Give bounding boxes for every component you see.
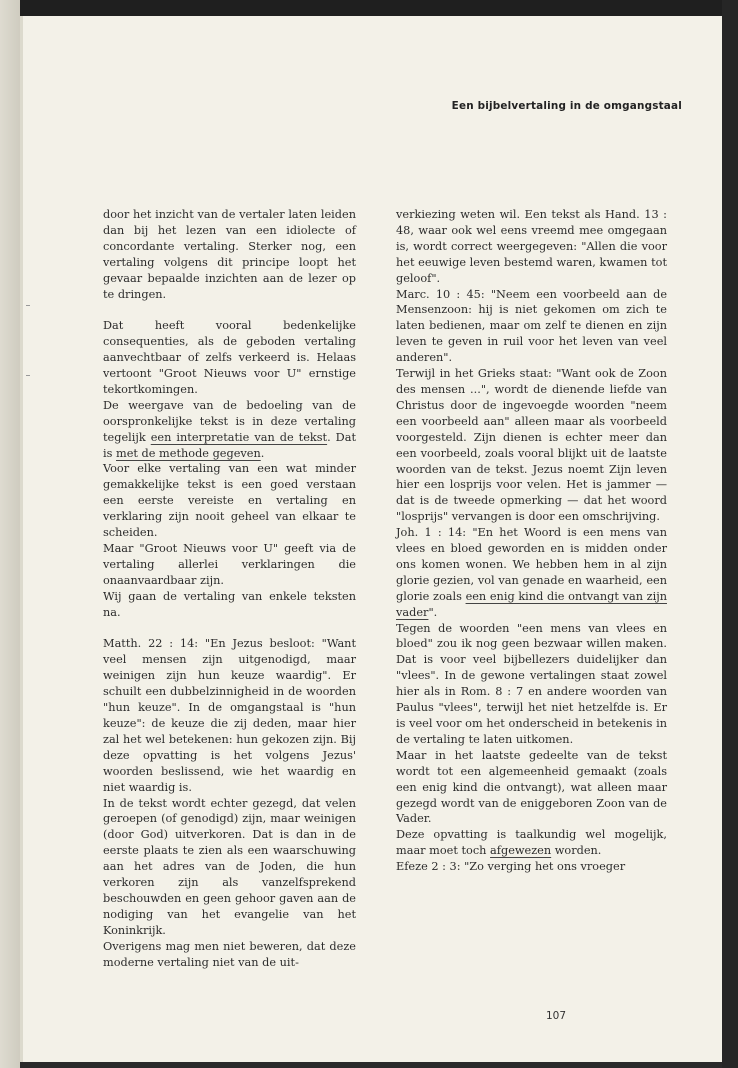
- margin-tick: [26, 375, 30, 376]
- underlined-phrase: een interpretatie van de tekst: [150, 430, 328, 444]
- text-run: . Dat is: [103, 430, 357, 460]
- left-column: [103, 207, 356, 970]
- text-run: ".: [428, 605, 438, 619]
- text-run: worden.: [551, 844, 602, 858]
- scan-right-border: [722, 0, 738, 1068]
- paragraph: [396, 827, 667, 859]
- paragraph: Dat heeft vooral bedenkelijke consequenties, als de geboden vertaling aanvechtbaar of zelfs verkeerd is. Helaas vertoont "Groot Nieuws voor U" ernstige tekortkomingen.: [103, 319, 356, 396]
- text-run: Joh. 1 : 14: "En het Woord is een mens van vlees en bloed geworden en is midden onder ons komen wonen. We hebben hem in al zijn glorie gezien, vol van genade en waarheid, een glorie zoals: [396, 526, 667, 603]
- right-column: [396, 207, 667, 875]
- paragraph: verkiezing weten wil. Een tekst als Hand. 13 : 48, waar ook wel eens vreemd mee omgegaan is, wordt correct weergegeven: "Allen die voor het eeuwige leven bestemd waren, kwamen tot geloof".: [396, 208, 667, 285]
- underlined-word: afgewezen: [490, 844, 552, 858]
- paragraph: Terwijl in het Grieks staat: "Want ook de Zoon des mensen ...", wordt de dienende liefde van Christus door de ingevoegde woorden "neem een voorbeeld aan" alleen maar als voorbeeld voorgesteld. Zijn dienen is echter meer dan een voorbeeld, zoals vooral blijkt uit de laatste woorden van de tekst. Jezus noemt Zijn leven hier een losprijs voor velen. Het is jammer — dat is de tweede opmerking — dat het woord "losprijs" vervangen is door een omschrijving.: [396, 367, 667, 524]
- paragraph: Overigens mag men niet beweren, dat deze moderne vertaling niet van de uit-: [103, 939, 356, 969]
- page: [20, 16, 722, 1062]
- paragraph: Matth. 22 : 14: "En Jezus besloot: "Want veel mensen zijn uitgenodigd, maar weinigen zijn hun keuze waardig". Er schuilt een dubbelzinnigheid in de woorden "hun keuze". In de omgangstaal is "hun keuze": de keuze die zij deden, maar hier zal het wel betekenen: hun gekozen zijn. Bij deze opvatting is het volgens Jezus' woorden beslissend, wie het waardig en niet waardig is.: [103, 637, 356, 794]
- paragraph: Maar in het laatste gedeelte van de tekst wordt tot een algemeenheid gemaakt (zoals een enig kind die ontvangt), wat alleen maar gezegd wordt van de eniggeboren Zoon van de Vader.: [396, 748, 667, 826]
- text-run: Deze opvatting is taalkundig wel mogelijk, maar moet toch: [396, 828, 667, 858]
- underlined-phrase: een enig kind die ontvangt van zijn vader: [396, 589, 667, 619]
- paragraph: [103, 398, 356, 462]
- paragraph: Maar "Groot Nieuws voor U" geeft via de vertaling allerlei verklaringen die onaanvaardbaar zijn.: [103, 542, 356, 587]
- page-number: 107: [546, 1010, 567, 1022]
- underlined-phrase: met de methode gegeven: [116, 446, 261, 460]
- text-run: De weergave van de bedoeling van de oorspronkelijke tekst is in deze vertaling tegelijk: [103, 398, 356, 444]
- paragraph: door het inzicht van de vertaler laten leiden dan bij het lezen van een idiolecte of concordante vertaling. Sterker nog, een vertaling volgens dit principe loopt het gevaar bepaalde inzichten aan de lezer op te dringen.: [103, 208, 356, 301]
- paragraph: Efeze 2 : 3: "Zo verging het ons vroeger: [396, 860, 626, 874]
- paragraph: Marc. 10 : 45: "Neem een voorbeeld aan de Mensenzoon: hij is niet gekomen om zich te laten bedienen, maar om zelf te dienen en zijn leven te geven in ruil voor het leven van veel anderen".: [396, 287, 667, 365]
- paragraph: Voor elke vertaling van een wat minder gemakkelijke tekst is een goed verstaan een eerste vereiste en vertaling en verklaring zijn nooit geheel van elkaar te scheiden.: [103, 462, 356, 540]
- paragraph: Tegen de woorden "een mens van vlees en bloed" zou ik nog geen bezwaar willen maken. Dat is voor veel bijbellezers duidelijker dan "vlees". In de gewone vertalingen staat zowel hier als in Rom. 8 : 7 en andere woorden van Paulus "vlees", terwijl het niet hetzelfde is. Er is veel voor om het onderscheid in betekenis in de vertaling te laten uitkomen.: [396, 621, 667, 746]
- book-spine-edge: [0, 0, 20, 1068]
- margin-tick: [26, 305, 30, 306]
- scan-top-border: [0, 0, 738, 16]
- text-run: .: [260, 446, 265, 460]
- running-header: Een bijbelvertaling in de omgangstaal: [451, 100, 682, 112]
- paragraph: [396, 525, 667, 620]
- paragraph: In de tekst wordt echter gezegd, dat velen geroepen (of genodigd) zijn, maar weinigen (door God) uitverkoren. Dat is dan in de eerste plaats te zien als een waarschuwing aan het adres van de Joden, die hun verkoren zijn als vanzelfsprekend beschouwden en geen gehoor gaven aan de nodiging van het evangelie van het Koninkrijk.: [103, 796, 356, 937]
- paragraph: Wij gaan de vertaling van enkele teksten na.: [103, 589, 356, 619]
